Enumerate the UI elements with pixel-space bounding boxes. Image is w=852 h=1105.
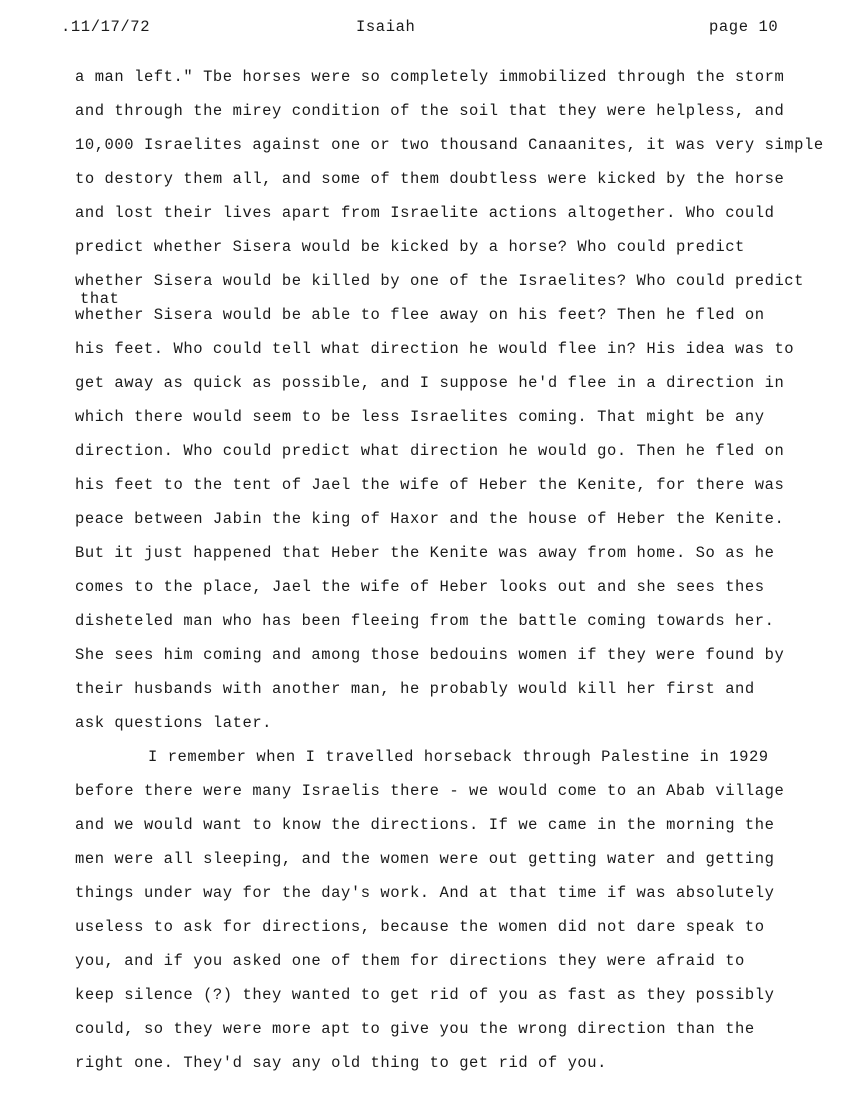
text-line: could, so they were more apt to give you the wrong direction than the — [75, 1020, 755, 1038]
text-line: a man left." Tbe horses were so completely immobilized through the storm — [75, 68, 785, 86]
text-line: which there would seem to be less Israelites coming. That might be any — [75, 408, 765, 426]
text-line: She sees him coming and among those bedouins women if they were found by — [75, 646, 785, 664]
text-line: whether Sisera would be able to flee away on his feet? Then he fled on — [75, 306, 765, 324]
text-line: before there were many Israelis there - we would come to an Abab village — [75, 782, 785, 800]
text-line: and lost their lives apart from Israelite actions altogether. Who could — [75, 204, 775, 222]
text-line: disheteled man who has been fleeing from the battle coming towards her. — [75, 612, 775, 630]
text-line: get away as quick as possible, and I suppose he'd flee in a direction in — [75, 374, 785, 392]
text-line: comes to the place, Jael the wife of Heber looks out and she sees thes — [75, 578, 765, 596]
text-line: you, and if you asked one of them for directions they were afraid to — [75, 952, 745, 970]
text-line: whether Sisera would be killed by one of the Israelites? Who could predict — [75, 272, 805, 290]
text-line: his feet to the tent of Jael the wife of Heber the Kenite, for there was — [75, 476, 785, 494]
text-line: their husbands with another man, he probably would kill her first and — [75, 680, 755, 698]
text-line: predict whether Sisera would be kicked by a horse? Who could predict — [75, 238, 745, 256]
text-line: direction. Who could predict what direction he would go. Then he fled on — [75, 442, 785, 460]
text-line: useless to ask for directions, because the women did not dare speak to — [75, 918, 765, 936]
text-line: peace between Jabin the king of Haxor and the house of Heber the Kenite. — [75, 510, 785, 528]
text-line: things under way for the day's work. And at that time if was absolutely — [75, 884, 775, 902]
text-line: 10,000 Israelites against one or two thousand Canaanites, it was very simple — [75, 136, 824, 154]
paragraph-first-line: I remember when I travelled horseback through Palestine in 1929 — [148, 748, 769, 766]
header-page-number: page 10 — [709, 18, 779, 36]
text-line: But it just happened that Heber the Kenite was away from home. So as he — [75, 544, 775, 562]
text-line: right one. They'd say any old thing to get rid of you. — [75, 1054, 607, 1072]
text-line: and through the mirey condition of the soil that they were helpless, and — [75, 102, 785, 120]
handwritten-insertion: that — [80, 290, 120, 308]
text-line: keep silence (?) they wanted to get rid of you as fast as they possibly — [75, 986, 775, 1004]
text-line: his feet. Who could tell what direction he would flee in? His idea was to — [75, 340, 795, 358]
header-title: Isaiah — [356, 18, 416, 36]
text-line: and we would want to know the directions. If we came in the morning the — [75, 816, 775, 834]
text-line: ask questions later. — [75, 714, 273, 732]
text-line: men were all sleeping, and the women were out getting water and getting — [75, 850, 775, 868]
text-line: to destory them all, and some of them doubtless were kicked by the horse — [75, 170, 785, 188]
header-date: .11/17/72 — [61, 18, 151, 36]
